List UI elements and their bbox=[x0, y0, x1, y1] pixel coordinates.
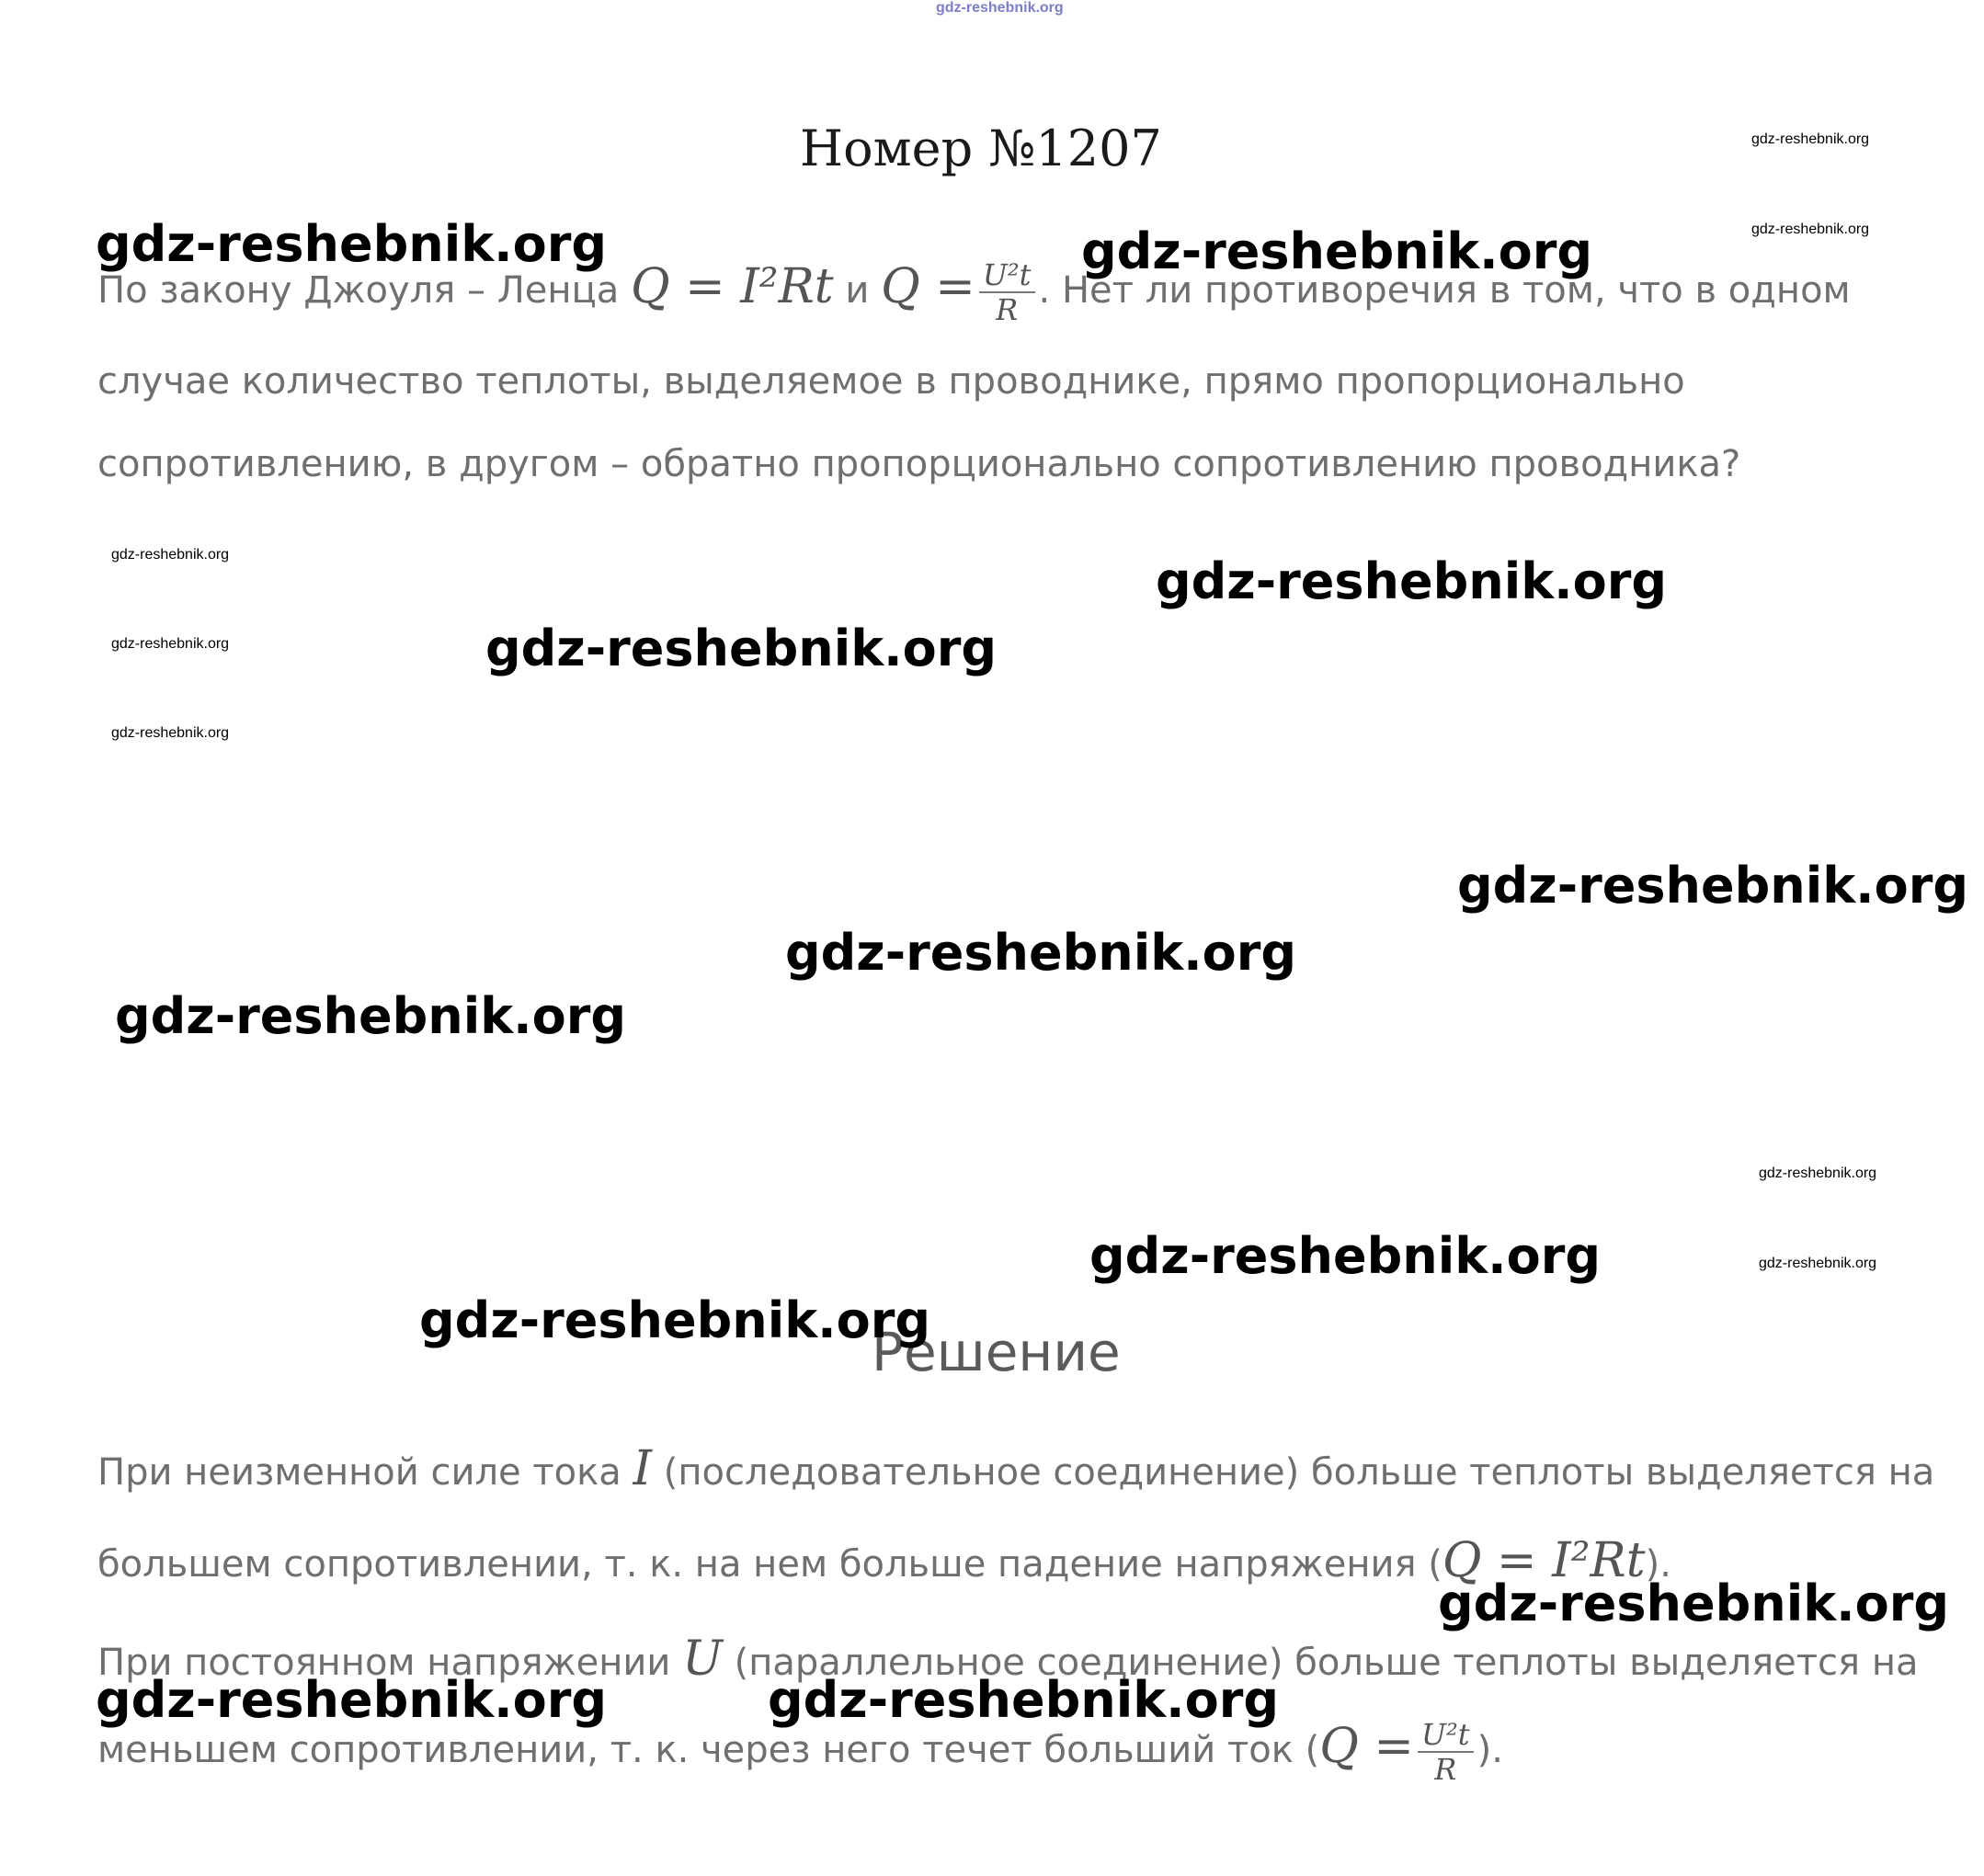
watermark-small: gdz-reshebnik.org bbox=[111, 547, 230, 563]
problem-line-3: сопротивлению, в другом – обратно пропорционально сопротивлению проводника? bbox=[97, 443, 1741, 485]
problem-line-2: случае количество теплоты, выделяемое в проводнике, прямо пропорционально bbox=[97, 360, 1685, 403]
watermark-small: gdz-reshebnik.org bbox=[1759, 1256, 1877, 1271]
watermark: gdz-reshebnik.org bbox=[1438, 1575, 1950, 1632]
fraction-denominator: R bbox=[996, 292, 1019, 327]
solution-text: большем сопротивлении, т. к. на нем больше падение напряжения ( bbox=[97, 1543, 1442, 1586]
watermark-small: gdz-reshebnik.org bbox=[1759, 1165, 1877, 1181]
solution-text: ). bbox=[1477, 1729, 1503, 1771]
problem-text: По закону Джоуля – Ленца bbox=[97, 269, 631, 312]
formula-lhs: Q = bbox=[881, 259, 975, 314]
variable-I: I bbox=[633, 1441, 653, 1496]
watermark-small: gdz-reshebnik.org bbox=[111, 636, 230, 652]
watermark: gdz-reshebnik.org bbox=[96, 215, 608, 273]
watermark: gdz-reshebnik.org bbox=[115, 987, 627, 1045]
solution-text: (последовательное соединение) больше теплоты выделяется на bbox=[652, 1451, 1935, 1494]
solution-text: При постоянном напряжении bbox=[97, 1642, 683, 1684]
solution-heading: Решение bbox=[872, 1321, 1121, 1383]
watermark-small: gdz-reshebnik.org bbox=[111, 725, 230, 741]
page-title: Номер №1207 bbox=[800, 119, 1162, 177]
variable-U: U bbox=[682, 1632, 723, 1687]
formula-series: Q = I²Rt bbox=[1442, 1533, 1646, 1588]
watermark: gdz-reshebnik.org bbox=[785, 924, 1297, 982]
watermark: gdz-reshebnik.org bbox=[96, 1671, 608, 1729]
solution-text: меньшем сопротивлении, т. к. через него течет больший ток ( bbox=[97, 1729, 1320, 1771]
watermark: gdz-reshebnik.org bbox=[1081, 222, 1593, 280]
top-watermark: gdz-reshebnik.org bbox=[936, 0, 1064, 16]
watermark: gdz-reshebnik.org bbox=[1089, 1227, 1602, 1285]
watermark-small: gdz-reshebnik.org bbox=[1751, 222, 1870, 237]
watermark-small: gdz-reshebnik.org bbox=[1751, 131, 1870, 147]
solution-p1-line-2 bbox=[97, 1533, 1671, 1588]
fraction bbox=[1418, 1717, 1474, 1787]
solution-p1-line-1 bbox=[97, 1441, 1934, 1496]
formula-lhs: Q = bbox=[1319, 1719, 1414, 1774]
problem-text: и bbox=[833, 269, 882, 312]
solution-text: (параллельное соединение) больше теплоты выделяется на bbox=[722, 1642, 1919, 1684]
solution-text: При неизменной силе тока bbox=[97, 1451, 633, 1494]
watermark: gdz-reshebnik.org bbox=[768, 1671, 1280, 1729]
solution-text: ). bbox=[1645, 1543, 1671, 1586]
watermark: gdz-reshebnik.org bbox=[485, 620, 998, 677]
watermark: gdz-reshebnik.org bbox=[1156, 552, 1668, 610]
formula-joule-lenz: Q = I²Rt bbox=[631, 259, 834, 314]
problem-text: . Нет ли противоречия в том, что в одном bbox=[1038, 269, 1851, 312]
fraction-numerator: U²t bbox=[979, 260, 1035, 293]
watermark: gdz-reshebnik.org bbox=[419, 1291, 931, 1349]
fraction-numerator: U²t bbox=[1418, 1720, 1474, 1753]
watermark: gdz-reshebnik.org bbox=[1457, 857, 1969, 915]
fraction-denominator: R bbox=[1434, 1752, 1457, 1787]
fraction bbox=[979, 257, 1035, 327]
